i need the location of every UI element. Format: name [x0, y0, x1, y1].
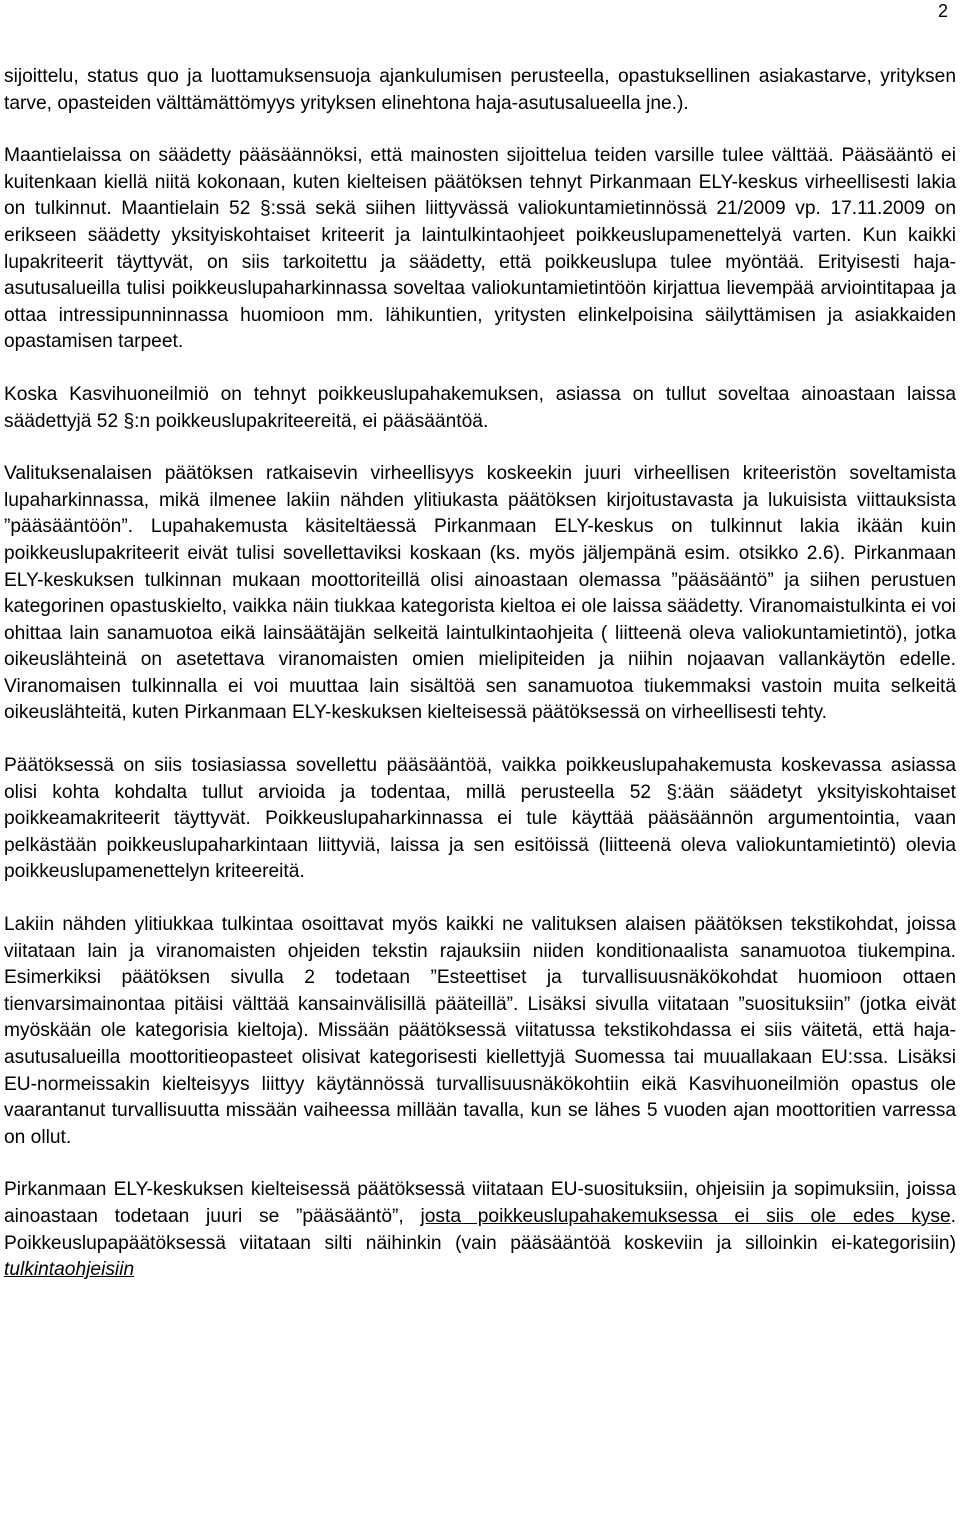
paragraph-7-italic-underlined-text: tulkintaohjeisiin — [4, 1259, 135, 1281]
paragraph-5: Päätöksessä on siis tosiasiassa sovellettu pääsääntöä, vaikka poikkeuslupahakemusta koskevassa asiassa olisi kohta kohdalta tullut arvioida ja todentaa, millä perusteella 52 §:ään säädetyt yksityiskohtaiset poikkeamakriteerit täyttyvät. Poikkeuslupaharkinnassa ei tule käyttää pääsäännön argumentointia, vaan pelkästään poikkeuslupaharkintaan liittyviä, laissa ja sen esitöissä (liitteenä oleva valiokuntamietintö) olevia poikkeuslupamenettelyn kriteereitä. — [4, 755, 956, 883]
paragraph-4: Valituksenalaisen päätöksen ratkaisevin virheellisyys koskeekin juuri virheellisen kriteeristön soveltamista lupaharkinnassa, mikä ilmenee lakiin nähden ylitiukasta päätöksen kirjoitustavasta ja lukuisista viittauksista ”pääsääntöön”. Lupahakemusta käsiteltäessä Pirkanmaan ELY-keskus on tulkinnut lakia ikään kuin poikkeuslupakriteerit eivät tulisi sovellettaviksi koskaan (ks. myös jäljempänä esim. otsikko 2.6). Pirkanmaan ELY-keskuksen tulkinnan mukaan moottoriteillä olisi ainoastaan olemassa ”pääsääntö” ja siihen perustuen kategorinen opastuskielto, vaikka näin tiukkaa kategorista kieltoa ei ole laissa säädetty. Viranomaistulkinta ei voi ohittaa lain sanamuotoa eikä lainsäätäjän selkeitä laintulkintaohjeita ( liitteenä oleva valiokuntamietintö), jotka oikeuslähteinä on asetettava viranomaisten omien mielipiteiden ja niihin nojaavan vallankäytön edelle. Viranomaisen tulkinnalla ei voi muuttaa lain sisältöä sen sanamuotoa tiukemmaksi vastoin muita selkeitä oikeuslähteitä, kuten Pirkanmaan ELY-keskuksen kielteisessä päätöksessä on virheellisesti tehty. — [4, 463, 956, 724]
paragraph-1: sijoittelu, status quo ja luottamuksensuoja ajankulumisen perusteella, opastuksellinen asiakastarve, yrityksen tarve, opasteiden välttämättömyys yrityksen elinehtona haja-asutusalueella jne.). — [4, 66, 956, 114]
paragraph-6: Lakiin nähden ylitiukkaa tulkintaa osoittavat myös kaikki ne valituksen alaisen päätöksen tekstikohdat, joissa viitataan lain ja viranomaisten ohjeiden tekstin rajauksiin niiden konditionaalista sanamuotoa tiukempina. Esimerkiksi päätöksen sivulla 2 todetaan ”Esteettiset ja turvallisuusnäkökohdat huomioon ottaen tienvarsimainontaa pitäisi välttää kansainvälisillä pääteillä”. Lisäksi sivulla viitataan ”suosituksiin” (jotka eivät myöskään ole kategorisia kieltoja). Missään päätöksessä viitatussa tekstikohdassa ei siis väitetä, että haja-asutusalueilla moottoritieopasteet olisivat kategorisesti kiellettyjä Suomessa tai muuallakaan EU:ssa. Lisäksi EU-normeissakin kielteisyys liittyy käytännössä turvallisuusnäkökohtiin eikä Kasvihuoneilmiön opastus ole vaarantanut turvallisuutta missään vaiheessa millään tavalla, kun se lähes 5 vuoden ajan moottoritien varressa on ollut. — [4, 914, 956, 1148]
paragraph-7-text-middle: . Poikkeuslupapäätöksessä viitataan silti näihinkin (vain pääsääntöä koskeviin ja silloinkin ei-kategorisiin) — [4, 1205, 956, 1254]
page-number: 2 — [937, 1, 948, 21]
document-body — [4, 64, 956, 1310]
paragraph-7-text-start: Pirkanmaan ELY-keskuksen kielteisessä päätöksessä viitataan EU-suosituksiin, ohjeisiin ja sopimuksiin, joissa ainoastaan todetaan juuri se ”pääsääntö”, — [4, 1179, 956, 1227]
paragraph-7-underlined-text: josta poikkeuslupahakemuksessa ei siis ole edes kyse — [420, 1205, 951, 1227]
paragraph-2: Maantielaissa on säädetty pääsäännöksi, että mainosten sijoittelua teiden varsille tulee välttää. Pääsääntö ei kuitenkaan kiellä niitä kokonaan, kuten kielteisen päätöksen tehnyt Pirkanmaan ELY-keskus virheellisesti lakia on tulkinnut. Maantielain 52 §:ssä sekä siihen liittyvässä valiokuntamietinnössä 21/2009 vp. 17.11.2009 on erikseen säädetty yksityiskohtaiset kriteerit ja laintulkintaohjeet poikkeuslupamenettelyä varten. Kun kaikki lupakriteerit täyttyvät, on siis tarkoitettu ja säädetty, että poikkeuslupa tulee myöntää. Erityisesti haja-asutusalueilla tulisi poikkeuslupaharkinnassa soveltaa valiokuntamietintöön kirjattua lievempää arviointitapaa ja ottaa intressipunninnassa huomioon mm. lähikuntien, yritysten elinkelpoisina säilyttämisen ja asiakkaiden opastamisen tarpeet. — [4, 145, 956, 353]
paragraph-3: Koska Kasvihuoneilmiö on tehnyt poikkeuslupahakemuksen, asiassa on tullut soveltaa ainoastaan laissa säädettyjä 52 §:n poikkeuslupakriteereitä, ei pääsääntöä. — [4, 383, 956, 432]
paragraph-7 — [4, 1177, 956, 1283]
